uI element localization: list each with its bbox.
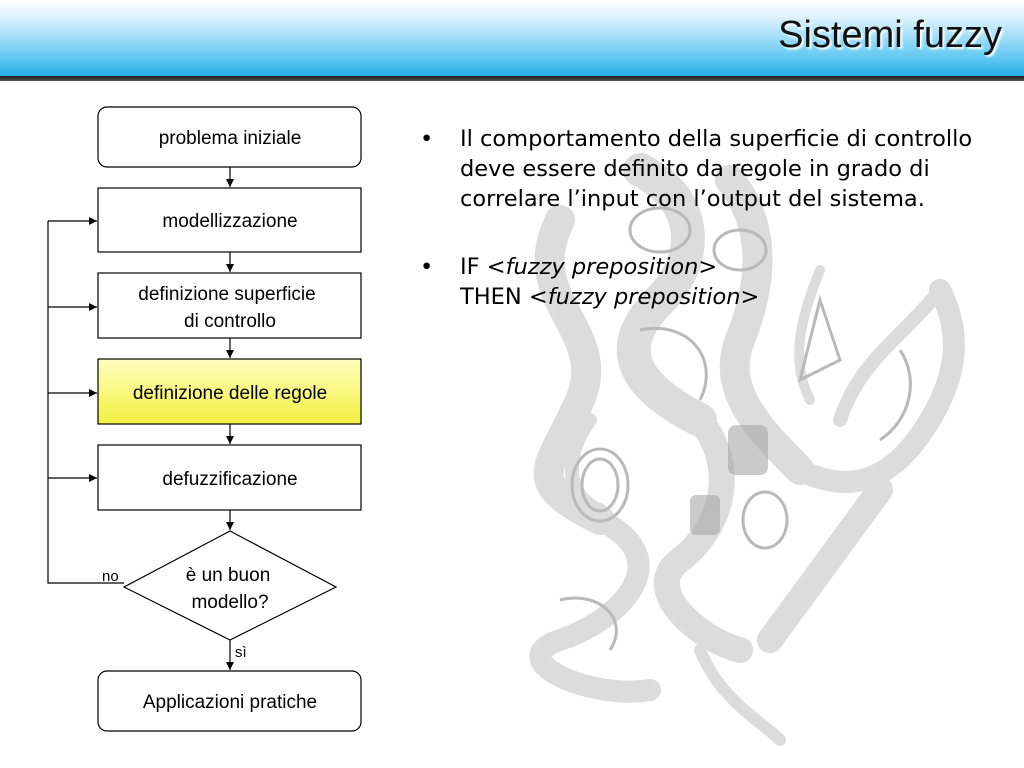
node-applicazioni-pratiche-label: Applicazioni pratiche (142, 692, 318, 713)
slide-title: Sistemi fuzzy (778, 14, 1002, 56)
node-definizione-superficie-label-2: di controllo (184, 311, 276, 332)
then-keyword: THEN (460, 284, 529, 310)
node-problema-iniziale-label: problema iniziale (158, 128, 302, 149)
bullet-item-behaviour (420, 124, 980, 214)
if-keyword: IF (460, 254, 487, 280)
bullet-text: Il comportamento della superficie di controllo deve essere definito da regole in grado di correlare l’input con l’output del sistema. (460, 126, 973, 212)
edge-label-no: no (102, 568, 119, 585)
node-decisione-label-1: è un buon (185, 565, 271, 586)
if-proposition: <fuzzy preposition> (486, 254, 718, 280)
node-definizione-superficie-label-1: definizione superficie (138, 284, 316, 305)
bullet-item-if-then (420, 252, 980, 312)
node-modellizzazione-label: modellizzazione (162, 211, 298, 232)
bullet-dot: • (420, 254, 434, 280)
bullet-dot: • (420, 126, 434, 152)
node-definizione-regole-label: definizione delle regole (132, 383, 328, 404)
bullet-list (420, 124, 980, 350)
then-proposition: <fuzzy preposition> (528, 284, 760, 310)
node-decisione-label-2: modello? (191, 592, 269, 613)
edge-label-si: sì (235, 644, 247, 661)
node-defuzzificazione-label: defuzzificazione (162, 469, 298, 490)
